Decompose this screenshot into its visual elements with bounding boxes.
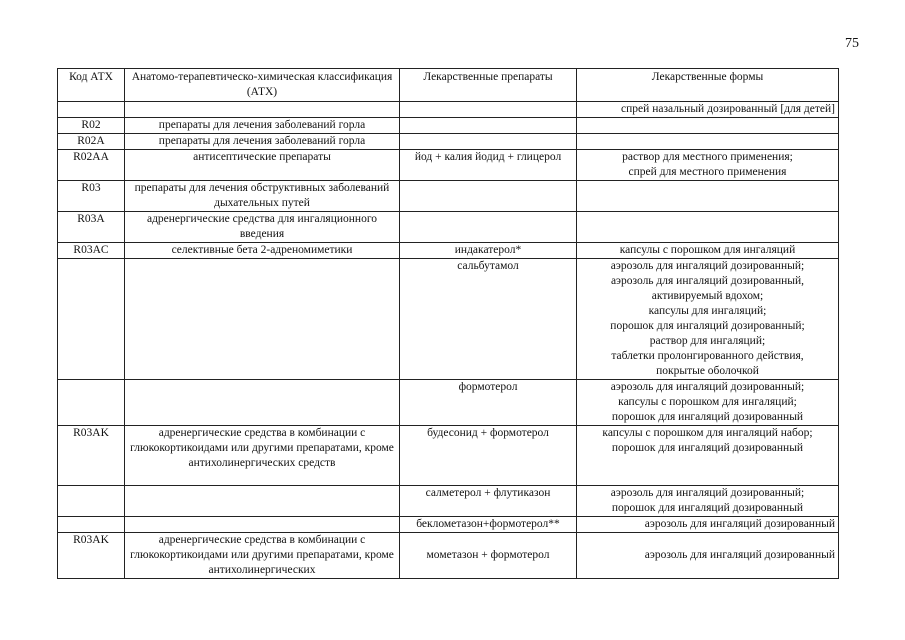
form-line: порошок для ингаляций дозированный	[611, 502, 804, 514]
classification-cell: антисептические препараты	[125, 150, 400, 181]
atc-code-cell: R03AC	[58, 243, 125, 259]
drug-cell: сальбутамол	[400, 259, 577, 380]
drug-cell: будесонид + формотерол	[400, 426, 577, 486]
drug-cell	[400, 181, 577, 212]
classification-cell: препараты для лечения заболеваний горла	[125, 118, 400, 134]
forms-cell	[577, 102, 839, 118]
table-row	[58, 150, 839, 181]
header-atc-classification: Анатомо-терапевтическо-химическая классификация (АТХ)	[125, 69, 400, 102]
classification-cell	[125, 486, 400, 517]
page-number: 75	[845, 36, 859, 51]
form-line: аэрозоль для ингаляций дозированный	[644, 549, 835, 561]
classification-cell	[125, 517, 400, 533]
forms-cell	[577, 118, 839, 134]
atc-drug-table	[57, 68, 839, 579]
form-line: аэрозоль для ингаляций дозированный;	[610, 487, 805, 499]
header-atc-code: Код АТХ	[58, 69, 125, 102]
forms-cell	[577, 259, 839, 380]
forms-cell	[577, 243, 839, 259]
atc-code-cell	[58, 486, 125, 517]
classification-cell: адренергические средства в комбинации с глюкокортикоидами или другими препаратами, кроме антихолинергических средств	[125, 426, 400, 486]
drug-cell	[400, 118, 577, 134]
atc-code-cell: R03AK	[58, 426, 125, 486]
atc-code-cell: R02A	[58, 134, 125, 150]
table-row	[58, 102, 839, 118]
table-row	[58, 181, 839, 212]
form-line: раствор для местного применения;	[622, 151, 793, 163]
drug-cell: йод + калия йодид + глицерол	[400, 150, 577, 181]
forms-cell	[577, 517, 839, 533]
form-line: порошок для ингаляций дозированный	[611, 411, 804, 423]
drug-cell: салметерол + флутиказон	[400, 486, 577, 517]
form-line: порошок для ингаляций дозированный	[611, 442, 804, 454]
classification-cell	[125, 259, 400, 380]
table-row	[58, 486, 839, 517]
atc-code-cell: R03A	[58, 212, 125, 243]
drug-cell: формотерол	[400, 380, 577, 426]
form-line: капсулы с порошком для ингаляций набор;	[602, 427, 813, 439]
header-dosage-forms: Лекарственные формы	[577, 69, 839, 102]
forms-cell	[577, 486, 839, 517]
drug-cell: индакатерол*	[400, 243, 577, 259]
atc-code-cell: R02	[58, 118, 125, 134]
table-row	[58, 380, 839, 426]
classification-cell: селективные бета 2-адреномиметики	[125, 243, 400, 259]
atc-code-cell	[58, 517, 125, 533]
atc-code-cell	[58, 380, 125, 426]
drug-cell	[400, 102, 577, 118]
table-row	[58, 118, 839, 134]
atc-code-cell	[58, 259, 125, 380]
form-line: аэрозоль для ингаляций дозированный,	[610, 275, 805, 287]
atc-code-cell: R03AK	[58, 533, 125, 579]
form-line: аэрозоль для ингаляций дозированный	[644, 518, 835, 530]
forms-cell	[577, 533, 839, 579]
drug-cell: беклометазон+формотерол**	[400, 517, 577, 533]
drug-cell	[400, 212, 577, 243]
forms-cell	[577, 134, 839, 150]
classification-cell: препараты для лечения обструктивных заболеваний дыхательных путей	[125, 181, 400, 212]
drug-name: мометазон + формотерол	[426, 549, 550, 561]
drug-cell	[400, 533, 577, 579]
form-line: раствор для ингаляций;	[649, 335, 766, 347]
classification-cell: препараты для лечения заболеваний горла	[125, 134, 400, 150]
form-line: капсулы с порошком для ингаляций	[619, 244, 796, 256]
forms-cell	[577, 181, 839, 212]
atc-code-cell: R02AA	[58, 150, 125, 181]
table-header-row	[58, 69, 839, 102]
table-row	[58, 212, 839, 243]
table-row	[58, 533, 839, 579]
table-row	[58, 259, 839, 380]
form-line: аэрозоль для ингаляций дозированный;	[610, 260, 805, 272]
atc-code-cell: R03	[58, 181, 125, 212]
drug-cell	[400, 134, 577, 150]
forms-cell	[577, 212, 839, 243]
table-row	[58, 134, 839, 150]
classification-cell: адренергические средства в комбинации с глюкокортикоидами или другими препаратами, кроме антихолинергических	[125, 533, 400, 579]
classification-cell	[125, 380, 400, 426]
form-line: порошок для ингаляций дозированный;	[610, 320, 805, 332]
form-line: аэрозоль для ингаляций дозированный;	[610, 381, 805, 393]
forms-cell	[577, 426, 839, 486]
header-drugs: Лекарственные препараты	[400, 69, 577, 102]
forms-cell	[577, 380, 839, 426]
table-row	[58, 517, 839, 533]
classification-cell: адренергические средства для ингаляционного введения	[125, 212, 400, 243]
form-line: активируемый вдохом;	[651, 290, 764, 302]
table-row	[58, 243, 839, 259]
form-line: спрей для местного применения	[628, 166, 787, 178]
form-line: спрей назальный дозированный [для детей]	[621, 103, 835, 115]
form-line: капсулы с порошком для ингаляций;	[618, 396, 797, 408]
atc-code-cell	[58, 102, 125, 118]
form-line: капсулы для ингаляций;	[648, 305, 767, 317]
table-row	[58, 426, 839, 486]
forms-cell	[577, 150, 839, 181]
form-line: таблетки пролонгированного действия,	[611, 350, 804, 362]
form-line: покрытые оболочкой	[656, 365, 759, 377]
classification-cell	[125, 102, 400, 118]
